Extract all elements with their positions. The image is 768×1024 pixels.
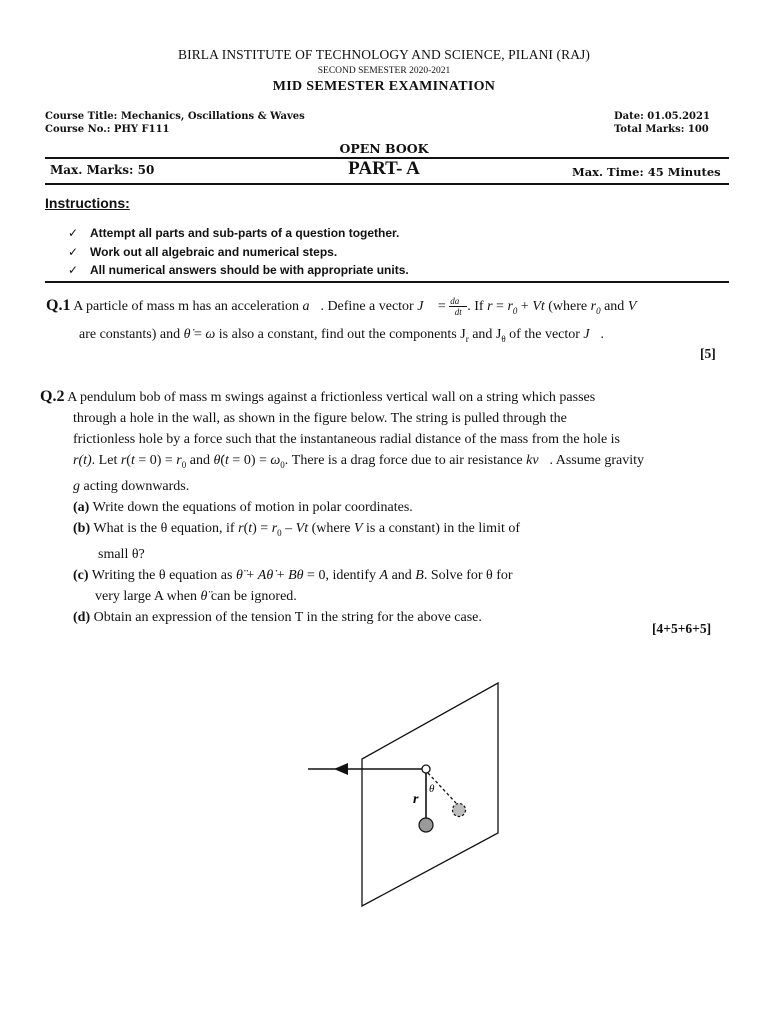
q1-line-1: Q.1 A particle of mass m has an acceleration a⃗. Define a vector J⃗ = $\frac{da⃗}{dt}$ . If $r = r_0 + Vt$ (where $r_0$ and V xyxy=(46,296,637,318)
exam-title: MID SEMESTER EXAMINATION xyxy=(272,79,496,94)
total-marks: Total Marks: 100 xyxy=(614,124,709,135)
q2-part-b-cont: small θ? xyxy=(98,546,145,562)
radius-label: r xyxy=(413,792,419,807)
list-item: ✓ Work out all algebraic and numerical steps. xyxy=(68,243,409,262)
bob-displaced-icon xyxy=(453,804,466,817)
q2-part-d: (d) Obtain an expression of the tension T in the string for the above case. xyxy=(73,609,482,625)
q2-line-5: g acting downwards. xyxy=(73,478,190,494)
list-item: ✓ Attempt all parts and sub-parts of a question together. xyxy=(68,224,409,243)
q2-marks: [4+5+6+5] xyxy=(652,621,712,636)
q2-line-2: through a hole in the wall, as shown in the figure below. The string is pulled through the xyxy=(73,411,567,426)
max-marks: Max. Marks: 50 xyxy=(50,163,155,177)
exam-date: Date: 01.05.2021 xyxy=(614,111,710,122)
q2-line-1: Q.2 A pendulum bob of mass m swings against a frictionless vertical wall on a string which passes xyxy=(40,388,596,405)
check-icon: ✓ xyxy=(68,226,79,240)
q2-part-c: (c) Writing the θ equation as θ̈ + Aθ̇ + Bθ = 0, identify A and B. Solve for θ for xyxy=(73,567,513,583)
max-time: Max. Time: 45 Minutes xyxy=(572,165,721,179)
bob-icon xyxy=(419,818,433,832)
list-item: ✓ All numerical answers should be with appropriate units. xyxy=(68,261,409,280)
q1-marks: [5] xyxy=(700,346,716,361)
hole-icon xyxy=(422,765,430,773)
q1-line-2: are constants) and θ̇ = ω is also a constant, find out the components $J_r$ and $J_\theta$ of the vector J⃗. xyxy=(79,326,605,344)
course-number: Course No.: PHY F111 xyxy=(45,124,170,135)
course-title: Course Title: Mechanics, Oscillations & Waves xyxy=(45,111,305,122)
q2-part-a: (a) Write down the equations of motion in polar coordinates. xyxy=(73,499,413,515)
open-book-label: OPEN BOOK xyxy=(339,141,429,156)
q2-part-b: (b) What is the θ equation, if $r(t) = r_0 - Vt$ (where V is a constant) in the limit of xyxy=(73,520,521,538)
check-icon: ✓ xyxy=(68,244,79,259)
q2-line-4: r(t). Let $r(t = 0) = r_0$ and θ̇(t = $0) = \omega_0$. There is a drag force due to air resistance kv⃗. Assume gravity xyxy=(73,453,644,470)
arrow-left-icon xyxy=(334,763,348,775)
q2-line-3: frictionless hole by a force such that the instantaneous radial distance of the mass from the hole is xyxy=(73,432,621,447)
instructions-title: Instructions: xyxy=(45,195,130,211)
q2-part-c-cont: very large A when θ̈ can be ignored. xyxy=(95,588,297,604)
angle-label: θ xyxy=(429,783,435,795)
question-number: Q.1 xyxy=(46,297,71,314)
check-icon: ✓ xyxy=(68,263,79,277)
part-title: PART- A xyxy=(348,158,420,179)
semester-label: SECOND SEMESTER 2020-2021 xyxy=(317,66,451,76)
question-number: Q.2 xyxy=(40,388,65,405)
institute-name: BIRLA INSTITUTE OF TECHNOLOGY AND SCIENCE, PILANI (RAJ) xyxy=(178,47,590,62)
